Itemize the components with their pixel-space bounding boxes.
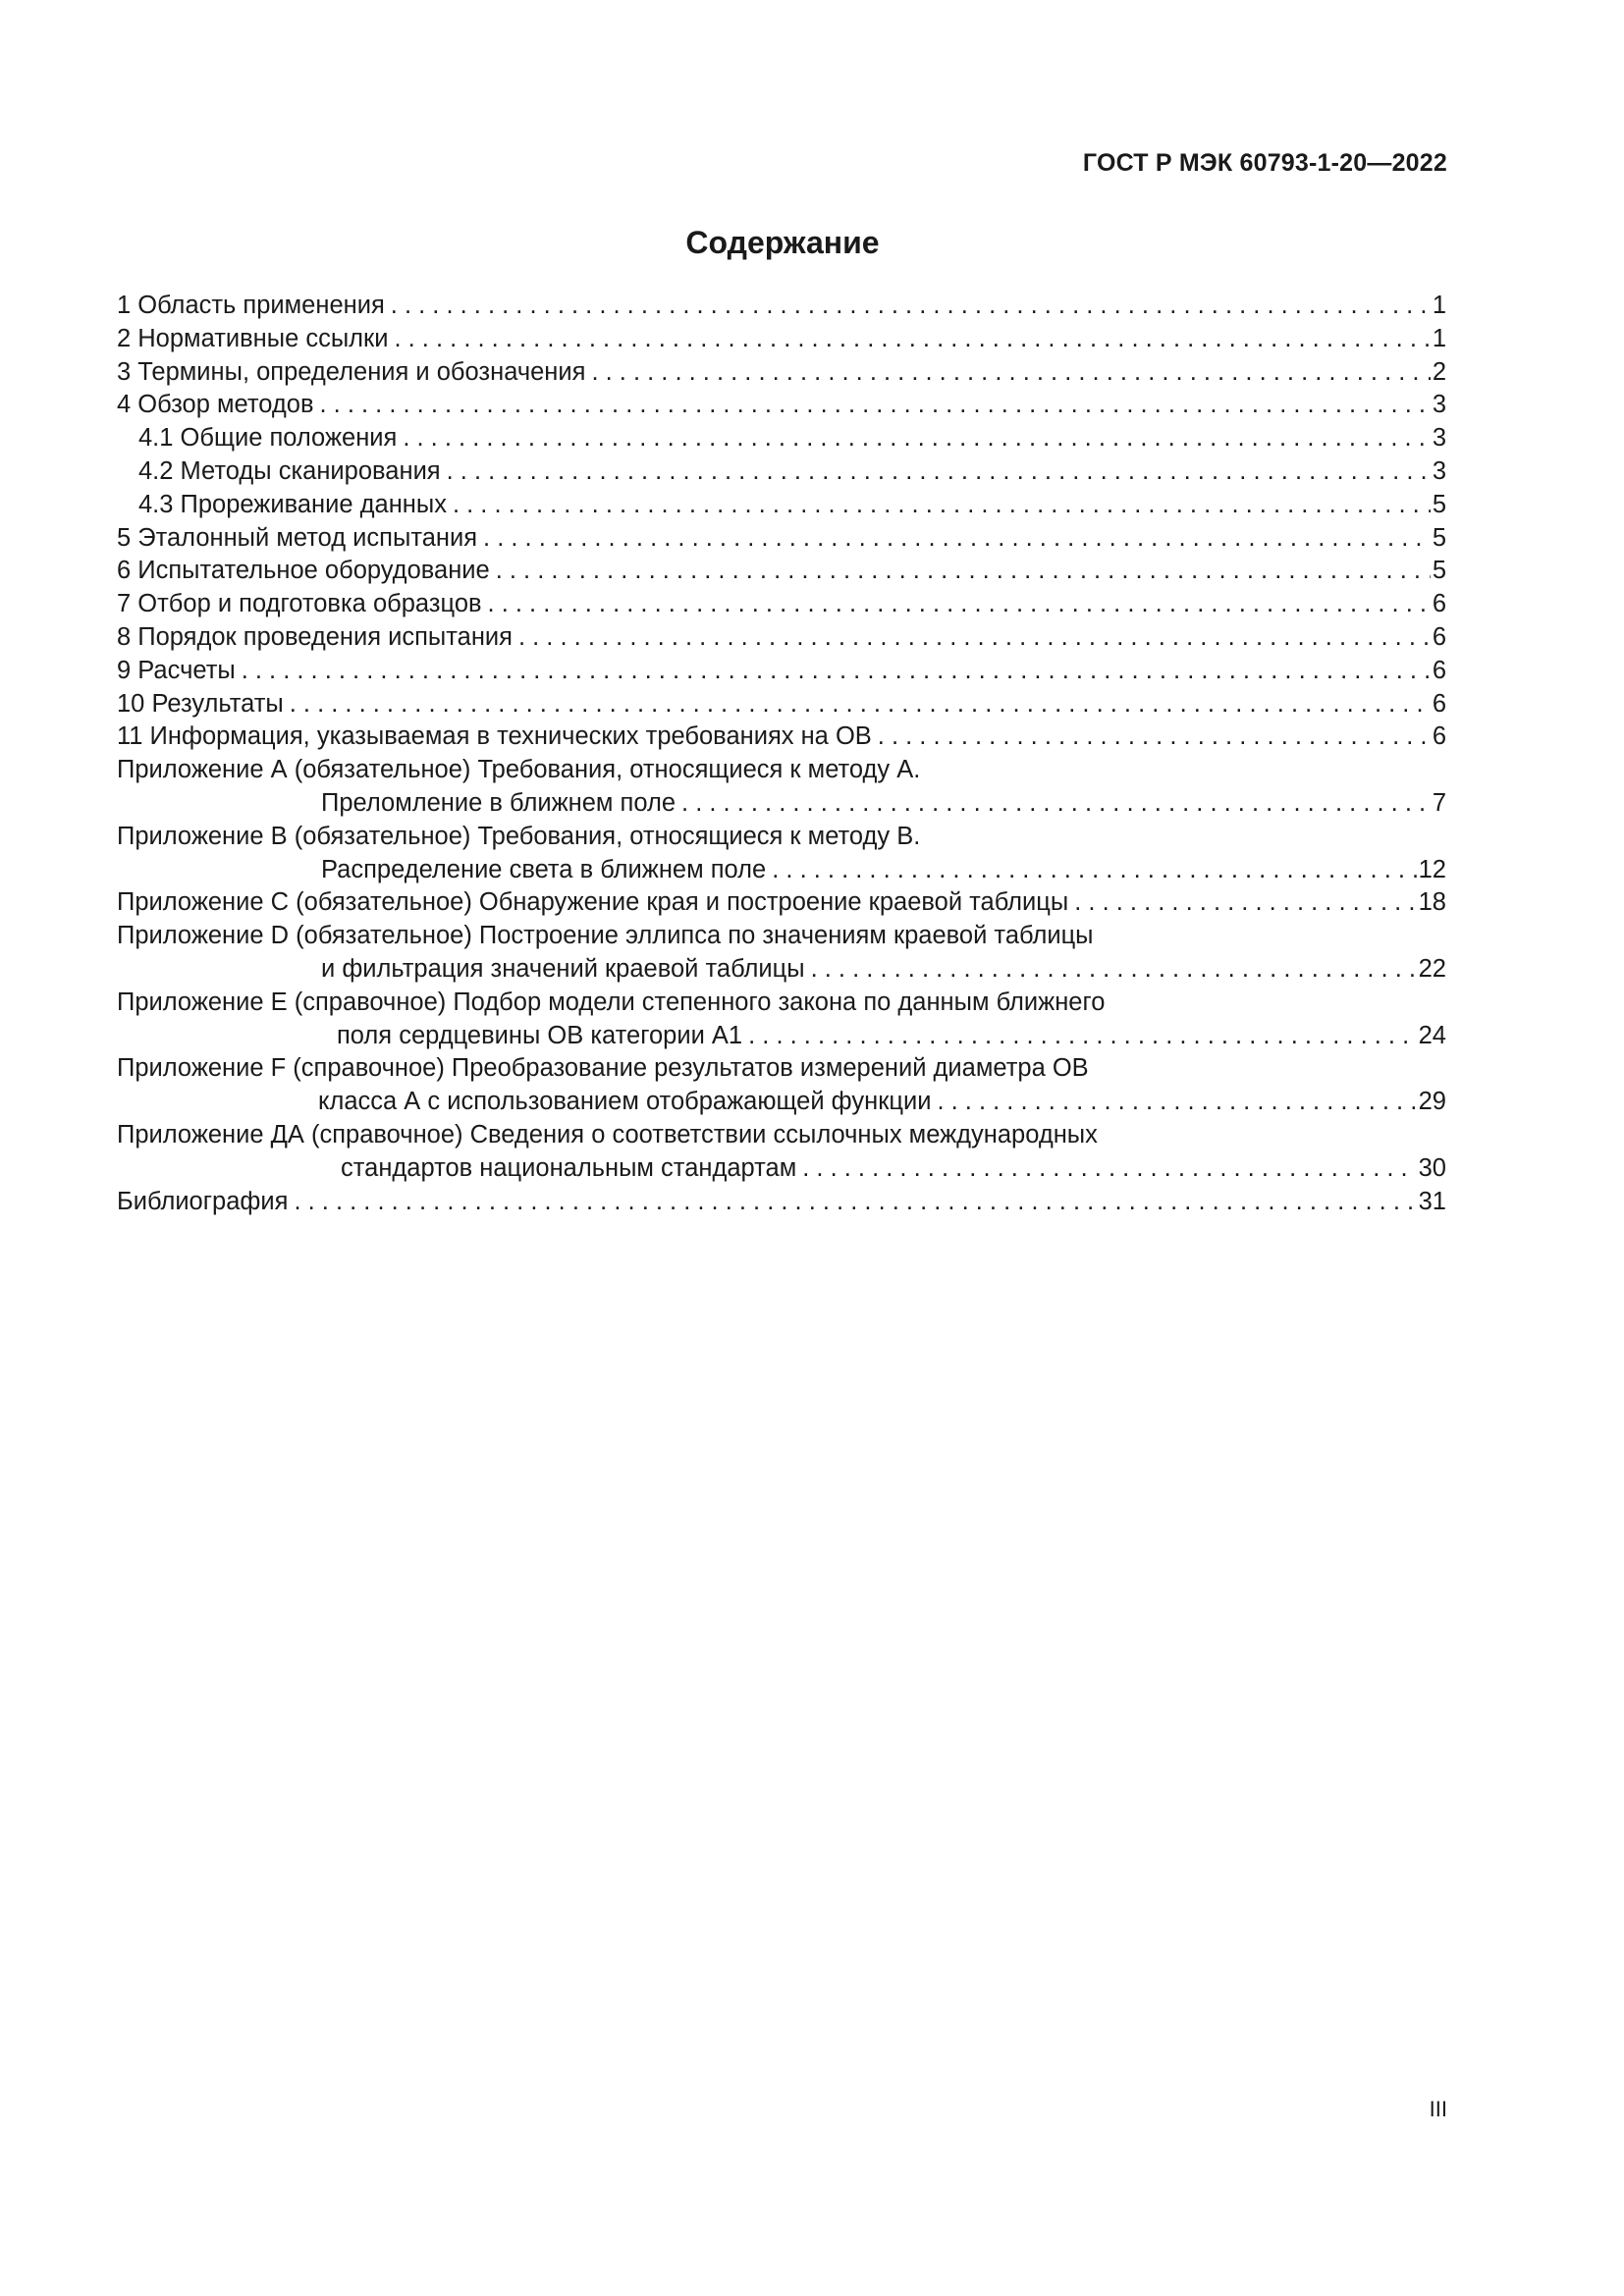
toc-entry-label: 4.3 Прореживание данных bbox=[138, 490, 447, 518]
toc-entry[interactable] bbox=[117, 721, 1446, 754]
toc-entry-label: Распределение света в ближнем поле bbox=[321, 855, 767, 883]
toc-entry-label: Приложение D (обязательное) Построение эллипса по значениям краевой таблицы bbox=[117, 922, 1094, 950]
toc-entry[interactable] bbox=[117, 323, 1446, 356]
toc-appendix-heading[interactable] bbox=[117, 821, 1446, 854]
toc-entry-label: 3 Термины, определения и обозначения bbox=[117, 357, 586, 386]
table-of-contents bbox=[117, 290, 1446, 1218]
toc-entry-page: 18 bbox=[1418, 888, 1446, 917]
toc-entry-label: Библиография bbox=[117, 1187, 289, 1215]
toc-entry[interactable] bbox=[117, 290, 1446, 323]
toc-entry-page: 5 bbox=[1432, 490, 1446, 518]
toc-appendix-heading[interactable] bbox=[117, 754, 1446, 787]
toc-entry-page: 12 bbox=[1418, 855, 1446, 883]
toc-entry-label: 9 Расчеты bbox=[117, 656, 236, 684]
leader-dots bbox=[320, 389, 1431, 422]
toc-entry[interactable] bbox=[117, 356, 1446, 390]
leader-dots bbox=[681, 787, 1431, 821]
toc-entry-page: 1 bbox=[1432, 292, 1446, 319]
toc-entry-label: 2 Нормативные ссылки bbox=[117, 324, 389, 352]
leader-dots bbox=[447, 455, 1431, 489]
toc-entry-label: 4.1 Общие положения bbox=[138, 424, 398, 453]
toc-entry[interactable] bbox=[117, 389, 1446, 422]
toc-entry-label: класса А с использованием отображающей функции bbox=[318, 1088, 932, 1116]
toc-entry-page: 6 bbox=[1432, 722, 1446, 751]
toc-entry-continuation[interactable] bbox=[117, 854, 1446, 887]
toc-entry[interactable] bbox=[117, 655, 1446, 688]
toc-entry-continuation[interactable] bbox=[117, 1086, 1446, 1119]
toc-entry-page: 7 bbox=[1432, 788, 1446, 817]
leader-dots bbox=[878, 721, 1431, 754]
toc-entry-label: поля сердцевины ОВ категории А1 bbox=[337, 1021, 743, 1049]
toc-entry-page: 6 bbox=[1432, 622, 1446, 651]
toc-entry-label: Приложение F (справочное) Преобразование результатов измерений диаметра ОВ bbox=[117, 1054, 1089, 1083]
toc-entry-label: 4 Обзор методов bbox=[117, 391, 314, 419]
toc-appendix-heading[interactable] bbox=[117, 987, 1446, 1020]
toc-entry-page: 22 bbox=[1418, 954, 1446, 983]
toc-entry-page: 3 bbox=[1432, 391, 1446, 419]
leader-dots bbox=[937, 1086, 1416, 1119]
toc-entry-continuation[interactable] bbox=[117, 953, 1446, 987]
leader-dots bbox=[496, 555, 1431, 588]
toc-entry-label: 7 Отбор и подготовка образцов bbox=[117, 590, 482, 618]
toc-entry-label: 4.2 Методы сканирования bbox=[138, 456, 441, 485]
leader-dots bbox=[748, 1020, 1417, 1053]
toc-entry-label: Приложение ДА (справочное) Сведения о соответствии ссылочных международных bbox=[117, 1120, 1098, 1148]
toc-entry-label: 5 Эталонный метод испытания bbox=[117, 523, 478, 552]
toc-entry-page: 2 bbox=[1432, 357, 1446, 386]
toc-entry[interactable] bbox=[117, 688, 1446, 721]
toc-entry-label: Приложение В (обязательное) Требования, относящиеся к методу В. bbox=[117, 822, 921, 850]
toc-entry-page: 6 bbox=[1432, 689, 1446, 718]
toc-entry-label: 1 Область применения bbox=[117, 292, 385, 319]
toc-entry[interactable] bbox=[117, 1186, 1446, 1219]
document-code: ГОСТ Р МЭК 60793-1-20—2022 bbox=[1082, 149, 1447, 177]
page-number: III bbox=[1429, 2097, 1447, 2121]
leader-dots bbox=[1074, 886, 1416, 920]
toc-entry-label: стандартов национальным стандартам bbox=[341, 1153, 797, 1182]
toc-entry-label: Приложение С (обязательное) Обнаружение края и построение краевой таблицы bbox=[117, 888, 1069, 917]
toc-entry-label: 11 Информация, указываемая в технических требованиях на ОВ bbox=[117, 722, 872, 751]
leader-dots bbox=[453, 489, 1431, 522]
toc-appendix-heading[interactable] bbox=[117, 1052, 1446, 1086]
leader-dots bbox=[772, 854, 1416, 887]
toc-entry-label: 8 Порядок проведения испытания bbox=[117, 622, 513, 651]
toc-entry-page: 3 bbox=[1432, 424, 1446, 453]
leader-dots bbox=[518, 621, 1431, 655]
toc-entry-page: 29 bbox=[1418, 1088, 1446, 1116]
toc-entry-continuation[interactable] bbox=[117, 1152, 1446, 1186]
leader-dots bbox=[488, 588, 1431, 621]
toc-entry-label: и фильтрация значений краевой таблицы bbox=[321, 954, 805, 983]
toc-subentry[interactable] bbox=[117, 489, 1446, 522]
toc-appendix-heading[interactable] bbox=[117, 920, 1446, 953]
leader-dots bbox=[811, 953, 1417, 987]
toc-entry-label: Приложение Е (справочное) Подбор модели степенного закона по данным ближнего bbox=[117, 988, 1106, 1016]
toc-entry[interactable] bbox=[117, 621, 1446, 655]
toc-title: Содержание bbox=[685, 225, 880, 260]
toc-entry-page: 6 bbox=[1432, 656, 1446, 684]
toc-entry-page: 1 bbox=[1432, 324, 1446, 352]
toc-entry-label: Приложение А (обязательное) Требования, относящиеся к методу А. bbox=[117, 756, 921, 784]
toc-entry-continuation[interactable] bbox=[117, 787, 1446, 821]
toc-entry-page: 5 bbox=[1432, 557, 1446, 585]
toc-entry-page: 24 bbox=[1418, 1021, 1446, 1049]
toc-appendix-heading[interactable] bbox=[117, 1119, 1446, 1152]
leader-dots bbox=[242, 655, 1431, 688]
toc-entry-page: 6 bbox=[1432, 590, 1446, 618]
leader-dots bbox=[294, 1186, 1416, 1219]
leader-dots bbox=[403, 422, 1430, 455]
toc-entry-label: 6 Испытательное оборудование bbox=[117, 557, 490, 585]
toc-entry-label: Преломление в ближнем поле bbox=[321, 788, 677, 817]
toc-entry-page: 31 bbox=[1418, 1187, 1446, 1215]
leader-dots bbox=[483, 522, 1431, 556]
leader-dots bbox=[391, 290, 1431, 323]
leader-dots bbox=[802, 1152, 1416, 1186]
toc-entry-page: 5 bbox=[1432, 523, 1446, 552]
leader-dots bbox=[394, 323, 1430, 356]
toc-entry-page: 30 bbox=[1418, 1153, 1446, 1182]
toc-subentry[interactable] bbox=[117, 455, 1446, 489]
toc-entry[interactable] bbox=[117, 588, 1446, 621]
toc-entry-continuation[interactable] bbox=[117, 1020, 1446, 1053]
toc-entry[interactable] bbox=[117, 555, 1446, 588]
leader-dots bbox=[290, 688, 1431, 721]
toc-entry-label: 10 Результаты bbox=[117, 689, 284, 718]
toc-subentry[interactable] bbox=[117, 422, 1446, 455]
toc-entry-page: 3 bbox=[1432, 456, 1446, 485]
leader-dots bbox=[591, 356, 1430, 390]
toc-entry[interactable] bbox=[117, 886, 1446, 920]
toc-entry[interactable] bbox=[117, 522, 1446, 556]
